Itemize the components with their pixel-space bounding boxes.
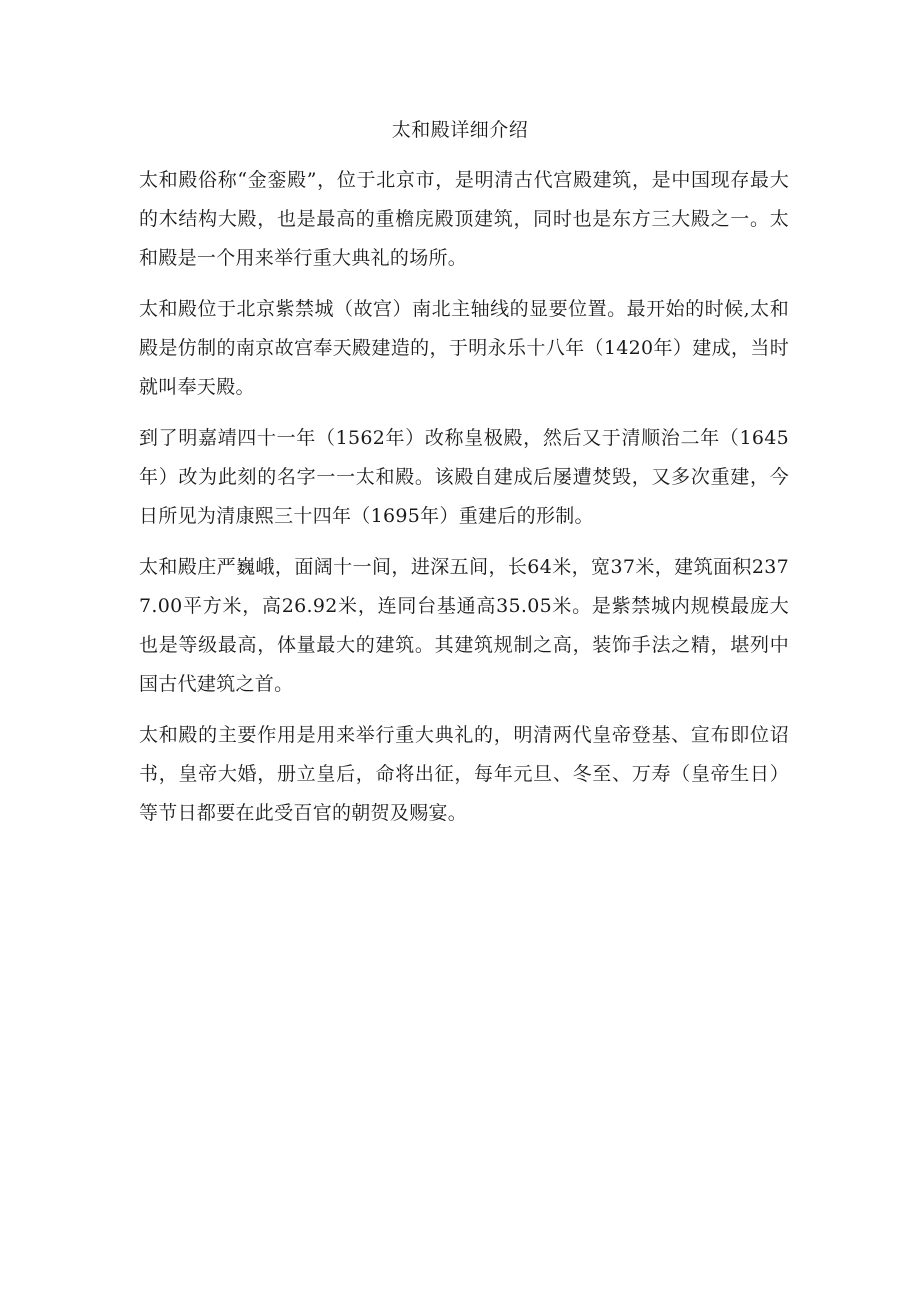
paragraph-4: 太和殿庄严巍峨，面阔十一间，进深五间，长64米，宽37米，建筑面积2377.00平方米，高26.92米，连同台基通高35.05米。是紫禁城内规模最庞大也是等级最高，体量最大的建筑。其建筑规制之高，装饰手法之精，堪列中国古代建筑之首。 <box>139 556 789 695</box>
paragraph-2: 太和殿位于北京紫禁城（故宫）南北主轴线的显要位置。最开始的时候,太和殿是仿制的南京故宫奉天殿建造的，于明永乐十八年（1420年）建成，当时就叫奉天殿。 <box>139 298 789 398</box>
document-body <box>139 161 789 845</box>
paragraph-3: 到了明嘉靖四十一年（1562年）改称皇极殿，然后又于清顺治二年（1645年）改为此刻的名字一一太和殿。该殿自建成后屡遭焚毁，又多次重建，今日所见为清康熙三十四年（1695年）重建后的形制。 <box>139 427 789 527</box>
paragraph-1: 太和殿俗称“金銮殿”，位于北京市，是明清古代宫殿建筑，是中国现存最大的木结构大殿，也是最高的重檐庑殿顶建筑，同时也是东方三大殿之一。太和殿是一个用来举行重大典礼的场所。 <box>139 169 789 269</box>
document-title: 太和殿详细介绍 <box>391 119 529 141</box>
paragraph-5: 太和殿的主要作用是用来举行重大典礼的，明清两代皇帝登基、宣布即位诏书，皇帝大婚，册立皇后，命将出征，每年元旦、冬至、万寿（皇帝生日）等节日都要在此受百官的朝贺及赐宴。 <box>139 724 789 824</box>
